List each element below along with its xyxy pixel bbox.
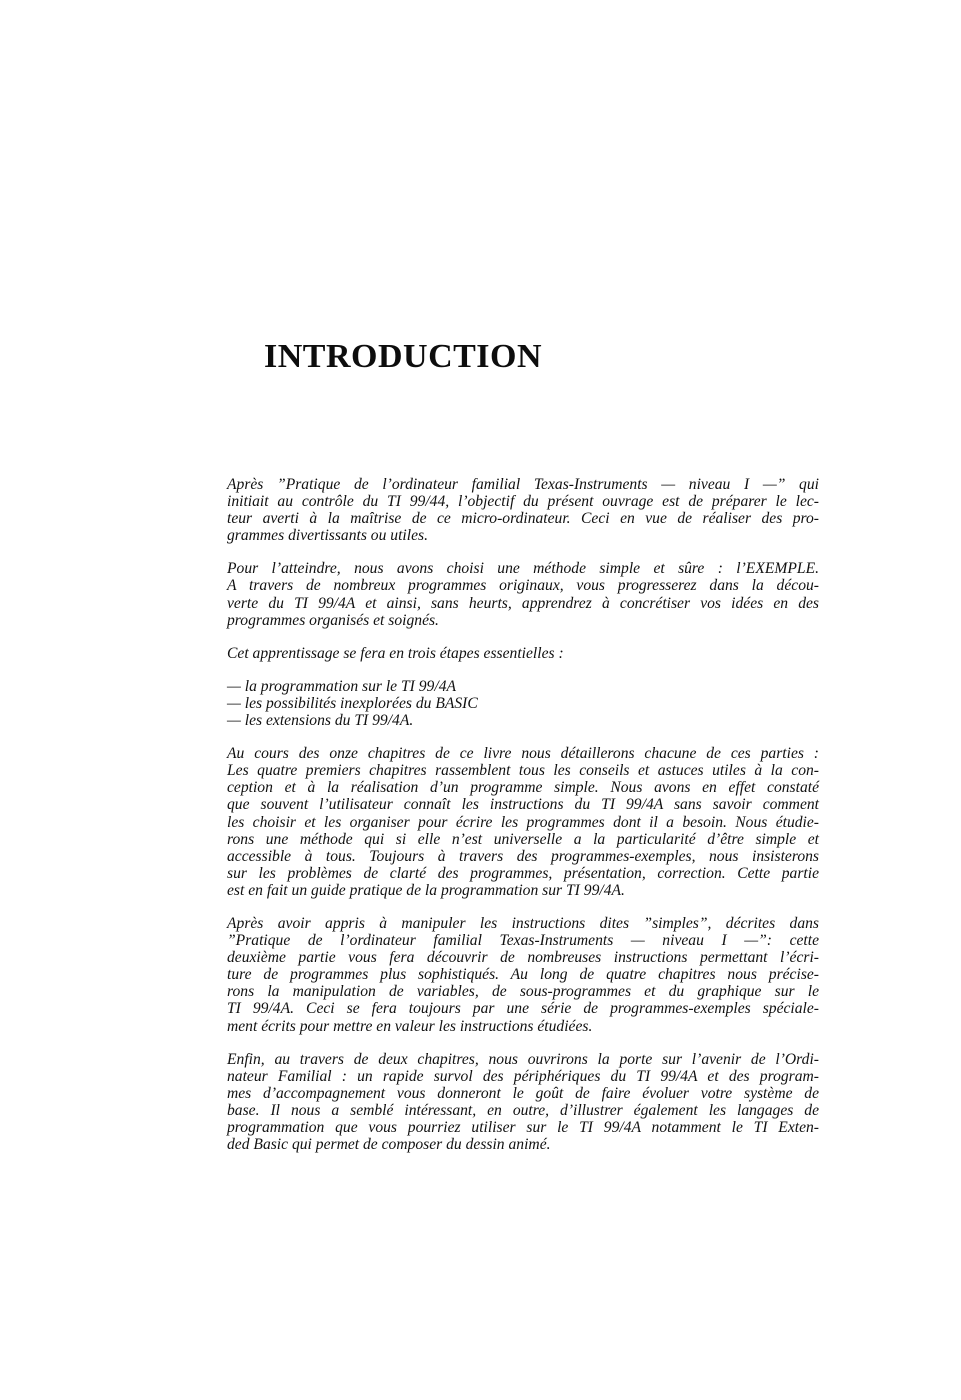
text-line: base. Il nous a semblé intéressant, en outre, d’illustrer également les langages de <box>227 1101 819 1119</box>
text-line: est en fait un guide pratique de la programmation sur TI 99/4A. <box>227 881 625 899</box>
paragraph-1 <box>227 476 819 544</box>
text-line: ded Basic qui permet de composer du dessin animé. <box>227 1136 551 1154</box>
paragraph-5 <box>227 915 819 1035</box>
text-line: verte du TI 99/4A et ainsi, sans heurts, apprendrez à concrétiser vos idées en des <box>227 594 819 612</box>
stages-list <box>227 678 819 729</box>
paragraph-3 <box>227 645 819 662</box>
text-line: initiait au contrôle du TI 99/44, l’objectif du présent ouvrage est de préparer le lec- <box>227 493 819 511</box>
text-line: deuxième partie vous fera découvrir de nombreuses instructions permettant l’écri- <box>227 949 819 967</box>
text-line: rons une méthode qui si elle n’est universelle a la particularité d’être simple et <box>227 830 819 848</box>
paragraph-4 <box>227 745 819 899</box>
text-line: que souvent l’utilisateur connaît les instructions du TI 99/4A sans savoir comment <box>227 796 819 814</box>
text-line: accessible à tous. Toujours à travers des programmes-exemples, nous insisterons <box>227 847 819 865</box>
text-line: nateur Familial : un rapide survol des périphériques du TI 99/4A et des program- <box>227 1067 819 1085</box>
text-line: A travers de nombreux programmes originaux, vous progresserez dans la décou- <box>227 577 819 595</box>
text-line: rons la manipulation de variables, de sous-programmes et du graphique sur le <box>227 983 819 1001</box>
text-line: ”Pratique de l’ordinateur familial Texas-Instruments — niveau I —”: cette <box>227 932 819 950</box>
text-line: teur averti à la maîtrise de ce micro-ordinateur. Ceci en vue de réaliser des pro- <box>227 510 819 528</box>
text-line: Après avoir appris à manipuler les instructions dites ”simples”, décrites dans <box>227 914 819 932</box>
page-title: INTRODUCTION <box>264 338 543 375</box>
text-line: les choisir et les organiser pour écrire les programmes dont il a besoin. Nous étudie- <box>227 813 819 831</box>
text-line: programmation que vous pourriez utiliser sur le TI 99/4A notamment le TI Exten- <box>227 1119 819 1136</box>
text-line: Cet apprentissage se fera en trois étapes essentielles : <box>227 644 564 662</box>
list-item: — les possibilités inexplorées du BASIC <box>227 694 478 712</box>
paragraph-2 <box>227 560 819 628</box>
introduction-body <box>227 476 819 1169</box>
text-line: Après ”Pratique de l’ordinateur familial Texas-Instruments — niveau I —” qui <box>227 476 819 493</box>
paragraph-6 <box>227 1051 819 1154</box>
list-item: — la programmation sur le TI 99/4A <box>227 677 457 695</box>
text-line: Pour l’atteindre, nous avons choisi une méthode simple et sûre : l’EXEMPLE. <box>227 560 819 578</box>
list-item: — les extensions du TI 99/4A. <box>227 712 414 730</box>
text-line: TI 99/4A. Ceci se fera toujours par une série de programmes-exemples spéciale- <box>227 1000 819 1018</box>
text-line: sur les problèmes de clarté des programmes, présentation, correction. Cette partie <box>227 864 819 882</box>
text-line: ture de programmes plus sophistiqués. Au long de quatre chapitres nous précise- <box>227 966 819 984</box>
text-line: ment écrits pour mettre en valeur les instructions étudiées. <box>227 1017 593 1035</box>
text-line: mes d’accompagnement vous donneront le goût de faire évoluer votre système de <box>227 1084 819 1102</box>
text-line: programmes organisés et soignés. <box>227 611 439 629</box>
text-line: Enfin, au travers de deux chapitres, nous ouvrirons la porte sur l’avenir de l’Ordi- <box>227 1050 819 1068</box>
text-line: ception et à la réalisation d’un programme simple. Nous avons en effet constaté <box>227 779 819 797</box>
text-line: Au cours des onze chapitres de ce livre nous détaillerons chacune de ces parties : <box>227 745 819 763</box>
text-line: grammes divertissants ou utiles. <box>227 527 428 545</box>
text-line: Les quatre premiers chapitres rassemblent tous les conseils et astuces utiles à la con- <box>227 762 819 780</box>
